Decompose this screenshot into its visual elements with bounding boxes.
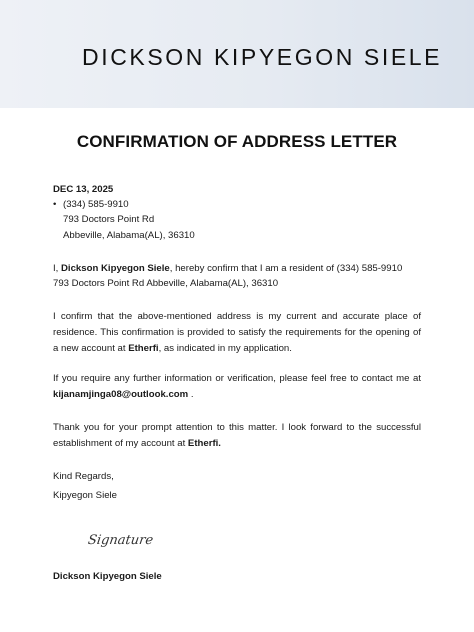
- header-name: DICKSON KIPYEGON SIELE: [82, 44, 443, 70]
- letter-date: DEC 13, 2025: [53, 184, 114, 195]
- p4-bank: Etherfi.: [187, 438, 221, 449]
- bullet-icon: •: [53, 199, 57, 210]
- p2-suffix: , as indicated in my application.: [158, 343, 292, 354]
- p3-suffix: .: [188, 389, 194, 400]
- p3-text: If you require any further information or verification, please feel free to contact me at: [53, 373, 421, 384]
- letter-header: [0, 0, 474, 108]
- phone-line: [53, 197, 129, 213]
- closer-name: Kipyegon Siele: [53, 490, 118, 501]
- address-line1: 793 Doctors Point Rd: [63, 214, 155, 225]
- paragraph-2: [53, 309, 421, 357]
- signature: Signature: [86, 533, 155, 548]
- contact-email[interactable]: kijanamjinga08@outlook.com: [53, 389, 189, 400]
- signature-name: Dickson Kipyegon Siele: [53, 571, 162, 582]
- letter-title: CONFIRMATION OF ADDRESS LETTER: [76, 132, 398, 151]
- phone-number: (334) 585-9910: [63, 199, 129, 210]
- paragraph-3: [53, 371, 421, 403]
- address-line2: Abbeville, Alabama(AL), 36310: [63, 230, 195, 241]
- paragraph-1-line1: [53, 261, 402, 277]
- p2-text: I confirm that the above-mentioned address is my current and accurate place of residence. This confirmation is provided to satisfy the requirements for the opening of a new account at: [53, 311, 421, 354]
- paragraph-1-line2: 793 Doctors Point Rd Abbeville, Alabama(AL), 36310: [53, 278, 279, 289]
- p1-suffix: , hereby confirm that I am a resident of (334) 585-9910: [169, 263, 403, 274]
- closing: Kind Regards,: [53, 471, 114, 482]
- p1-name: Dickson Kipyegon Siele: [61, 263, 170, 274]
- p1-prefix: I,: [53, 263, 61, 274]
- paragraph-4: [53, 420, 421, 452]
- p4-text: Thank you for your prompt attention to this matter. I look forward to the successful establishment of my account at: [53, 422, 421, 449]
- p2-bank: Etherfi: [128, 343, 159, 354]
